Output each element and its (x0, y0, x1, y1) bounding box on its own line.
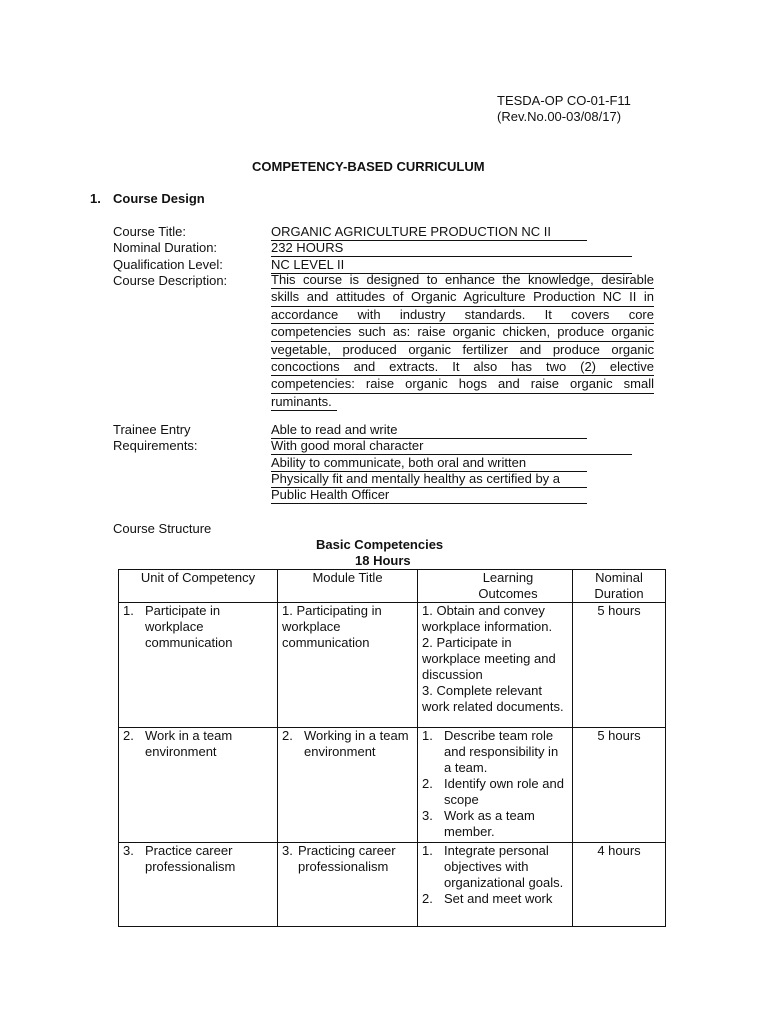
qualification-level-value: NC LEVEL II (271, 257, 632, 274)
module-number: 2. (282, 728, 293, 743)
competency-table (118, 569, 666, 927)
outcome-item: 1. Describe team role and responsibility in a team. (422, 728, 559, 775)
entry-requirement: Public Health Officer (271, 487, 587, 504)
nominal-duration-label: Nominal Duration: (113, 240, 218, 255)
course-title-value: ORGANIC AGRICULTURE PRODUCTION NC II (271, 224, 587, 241)
course-structure-label: Course Structure (113, 521, 212, 536)
table-row (119, 603, 666, 728)
description-line: vegetable, produced organic fertilizer and produce organic (271, 342, 654, 359)
entry-requirement: Ability to communicate, both oral and written (271, 455, 587, 472)
outcomes-cell (418, 603, 573, 728)
description-line: competencies such as: raise organic chicken, produce organic (271, 324, 654, 341)
description-line: This course is designed to enhance the knowledge, desirable (271, 272, 654, 289)
description-line: accordance with industry standards. It covers core (271, 307, 654, 324)
unit-text: Work in a team environment (145, 728, 233, 759)
outcomes-cell (418, 843, 573, 927)
unit-text: Participate in workplace communication (145, 603, 233, 650)
unit-number: 1. (123, 603, 134, 618)
unit-cell (119, 843, 278, 927)
module-text: 1. Participating in workplace communication (282, 603, 382, 650)
duration-cell: 5 hours (573, 603, 666, 728)
outcome-item: 2. Identify own role and scope (422, 776, 564, 807)
entry-label-line-2: Requirements: (113, 438, 198, 453)
description-line: concoctions and extracts. It also has two (2) elective (271, 359, 654, 376)
competency-hours: 18 Hours (355, 553, 411, 568)
module-cell (278, 843, 418, 927)
module-number: 3. (282, 843, 293, 858)
unit-text: Practice career professionalism (145, 843, 236, 874)
unit-number: 3. (123, 843, 134, 858)
duration-cell: 4 hours (573, 843, 666, 927)
outcome-item: 1. Obtain and convey workplace information. (422, 603, 553, 634)
table-header-row (119, 570, 666, 603)
module-text: Practicing career professionalism (298, 843, 396, 874)
table-row (119, 843, 666, 927)
header-outcomes: Learning Outcomes (418, 570, 573, 603)
unit-cell (119, 728, 278, 843)
description-line: skills and attitudes of Organic Agriculture Production NC II in (271, 289, 654, 306)
unit-cell (119, 603, 278, 728)
outcome-item: 3. Complete relevant work related documents. (422, 683, 564, 714)
unit-number: 2. (123, 728, 134, 743)
header-module: Module Title (278, 570, 418, 603)
description-line: ruminants. (271, 394, 337, 411)
entry-requirement: Physically fit and mentally healthy as certified by a (271, 471, 587, 488)
outcome-item: 2. Set and meet work (422, 891, 553, 906)
nominal-duration-value: 232 HOURS (271, 240, 632, 257)
section-title: Course Design (113, 191, 205, 206)
section-number: 1. (90, 191, 101, 206)
header-unit: Unit of Competency (119, 570, 278, 603)
entry-requirement: Able to read and write (271, 422, 587, 439)
header-duration: Nominal Duration (573, 570, 666, 603)
module-cell (278, 728, 418, 843)
entry-label-line-1: Trainee Entry (113, 422, 191, 437)
course-title-label: Course Title: (113, 224, 186, 239)
module-cell (278, 603, 418, 728)
entry-requirement: With good moral character (271, 438, 632, 455)
description-line: competencies: raise organic hogs and raise organic small (271, 376, 654, 393)
duration-cell: 5 hours (573, 728, 666, 843)
qualification-level-label: Qualification Level: (113, 257, 223, 272)
revision-number: (Rev.No.00-03/08/17) (497, 109, 622, 124)
outcome-item: 2. Participate in workplace meeting and discussion (422, 635, 556, 682)
module-text: Working in a team environment (304, 728, 409, 759)
table-row (119, 728, 666, 843)
competency-heading: Basic Competencies (316, 537, 444, 552)
form-code: TESDA-OP CO-01-F11 (497, 93, 631, 108)
outcome-item: 1. Integrate personal objectives with organizational goals. (422, 843, 564, 890)
document-title: COMPETENCY-BASED CURRICULUM (252, 159, 485, 174)
outcome-item: 3. Work as a team member. (422, 808, 535, 839)
outcomes-cell (418, 728, 573, 843)
course-description (271, 272, 654, 411)
course-description-label: Course Description: (113, 273, 228, 288)
